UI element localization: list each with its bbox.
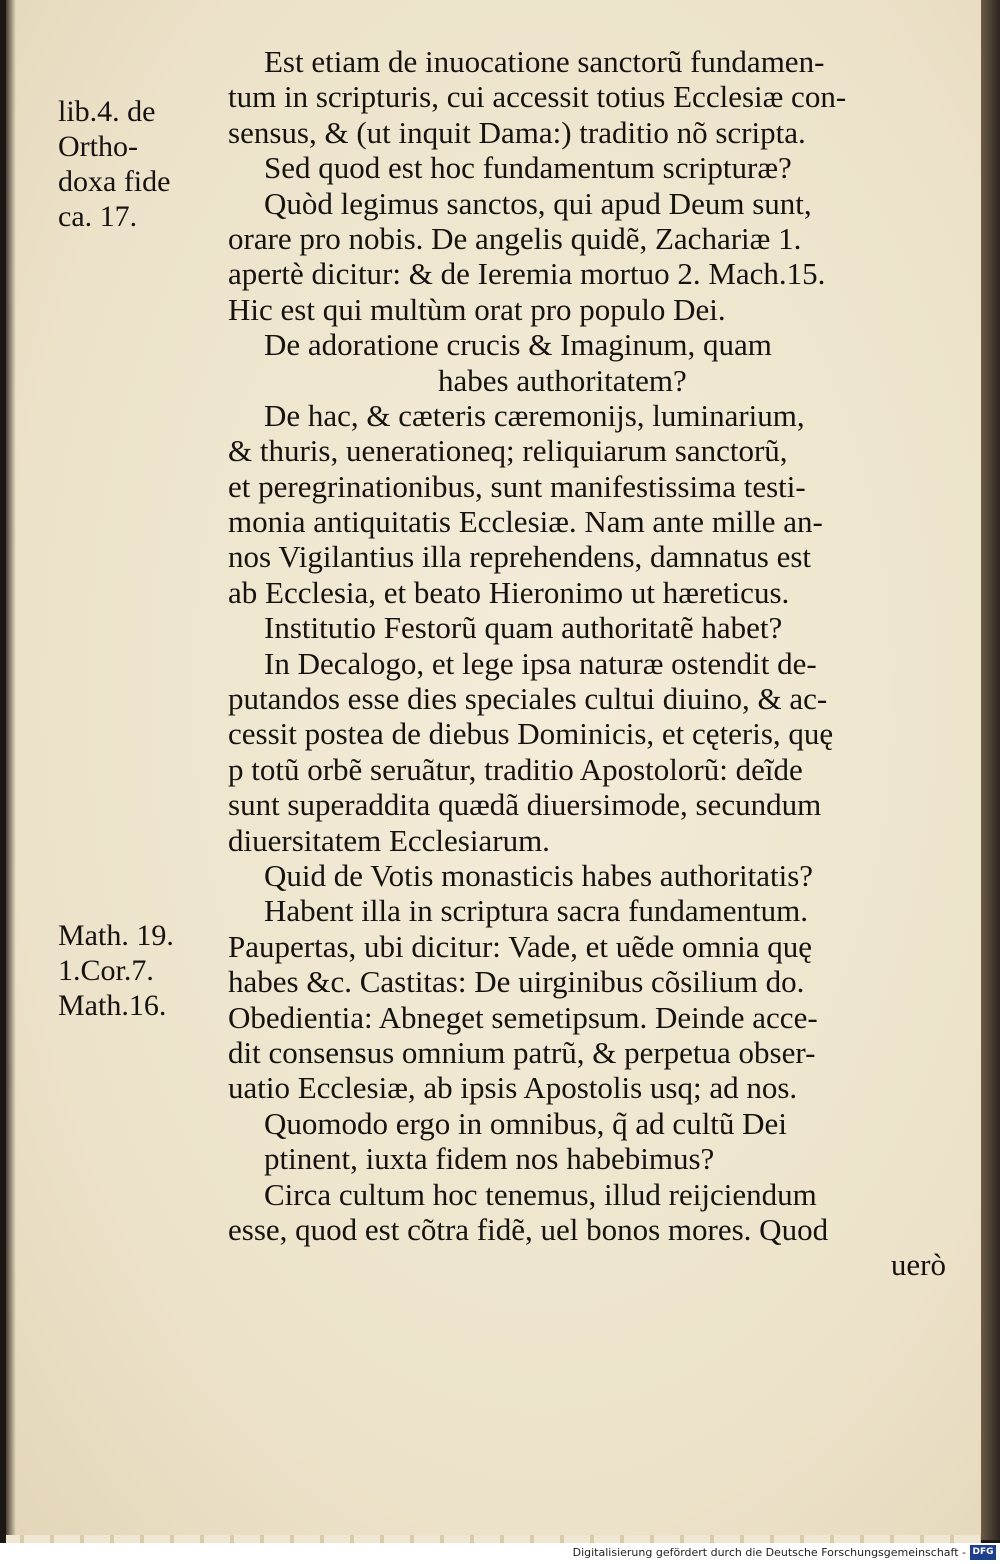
margin-note-line: doxa fide: [58, 165, 171, 198]
text-line: monia antiquitatis Ecclesiæ. Nam ante mille an-: [228, 504, 823, 540]
text-line: ptinent, iuxta fidem nos habebimus?: [264, 1141, 715, 1177]
text-line: esse, quod est cõtra fidẽ, uel bonos mores. Quod: [228, 1211, 829, 1247]
text-line: putandos esse dies speciales cultui diuino, & ac-: [228, 681, 828, 717]
text-line: Est etiam de inuocatione sanctorũ fundamen-: [264, 44, 825, 79]
margin-note-references: [58, 918, 174, 1023]
catchword: uerò: [890, 1247, 946, 1283]
text-line: Circa cultum hoc tenemus, illud reijciendum: [264, 1176, 817, 1212]
page-edge: [981, 0, 1000, 1540]
text-line: Paupertas, ubi dicitur: Vade, et uẽde omnia quę: [228, 928, 812, 964]
text-line: cessit postea de diebus Dominicis, et cęteris, quę: [228, 716, 834, 752]
margin-note-line: 1.Cor.7.: [58, 954, 154, 987]
text-line: Quomodo ergo in omnibus, q̃ ad cultũ Dei: [264, 1105, 787, 1141]
margin-note-orthodoxa: [58, 94, 170, 234]
text-line: diuersitatem Ecclesiarum.: [228, 822, 550, 858]
text-line: habes &c. Castitas: De uirginibus cõsilium do.: [228, 964, 805, 1000]
text-line: dit consensus omnium patrũ, & perpetua obser-: [228, 1034, 816, 1070]
margin-note-line: Ortho-: [58, 130, 138, 163]
text-line: uatio Ecclesiæ, ab ipsis Apostolis usq; ad nos.: [228, 1070, 798, 1106]
text-line: orare pro nobis. De angelis quidẽ, Zachariæ 1.: [228, 220, 802, 256]
text-line: Institutio Festorũ quam authoritatẽ habet?: [264, 610, 783, 646]
text-line: & thuris, uenerationeq; reliquiarum sanctorũ,: [228, 433, 788, 469]
footer-bar: [0, 1543, 1000, 1564]
text-line: nos Vigilantius illa reprehendens, damnatus est: [228, 539, 812, 575]
text-line: Sed quod est hoc fundamentum scripturæ?: [264, 150, 792, 186]
page-bottom-edge: [6, 1535, 981, 1543]
text-line: In Decalogo, et lege ipsa naturæ ostendit de-: [264, 645, 817, 681]
text-line: apertè dicitur: & de Ieremia mortuo 2. Mach.15.: [228, 256, 826, 292]
text-line: Habent illa in scriptura sacra fundamentum.: [264, 893, 809, 929]
text-line: ab Ecclesia, et beato Hieronimo ut hæreticus.: [228, 574, 790, 610]
text-line: habes authoritatem?: [438, 362, 687, 398]
text-line: Hic est qui multùm orat pro populo Dei.: [228, 291, 726, 327]
text-line: p totũ orbẽ seruãtur, traditio Apostolorũ: deĩde: [228, 751, 803, 787]
text-line: Quid de Votis monasticis habes authoritatis?: [264, 857, 814, 893]
margin-note-line: ca. 17.: [58, 200, 138, 233]
margin-note-line: Math. 19.: [58, 919, 174, 952]
text-line: De hac, & cæteris cæremonijs, luminarium,: [264, 397, 805, 433]
footer-credit: Digitalisierung gefördert durch die Deutsche Forschungsgemeinschaft -: [572, 1546, 966, 1559]
text-line: et peregrinationibus, sunt manifestissima testi-: [228, 468, 806, 504]
spine-shadow: [6, 0, 16, 1540]
dfg-logo-icon: DFG: [970, 1545, 996, 1560]
margin-note-line: lib.4. de: [58, 95, 156, 128]
margin-note-line: Math.16.: [58, 989, 167, 1022]
text-line: sensus, & (ut inquit Dama:) traditio nõ scripta.: [228, 114, 806, 150]
text-line: tum in scripturis, cui accessit totius Ecclesiæ con-: [228, 79, 847, 115]
text-line: Quòd legimus sanctos, qui apud Deum sunt,: [264, 185, 812, 221]
text-line: De adoratione crucis & Imaginum, quam: [264, 327, 772, 363]
body-text: [228, 44, 966, 1283]
text-line: Obedientia: Abneget semetipsum. Deinde acce-: [228, 999, 818, 1035]
text-line: sunt superaddita quædã diuersimode, secundum: [228, 787, 822, 823]
book-page: [6, 0, 984, 1540]
